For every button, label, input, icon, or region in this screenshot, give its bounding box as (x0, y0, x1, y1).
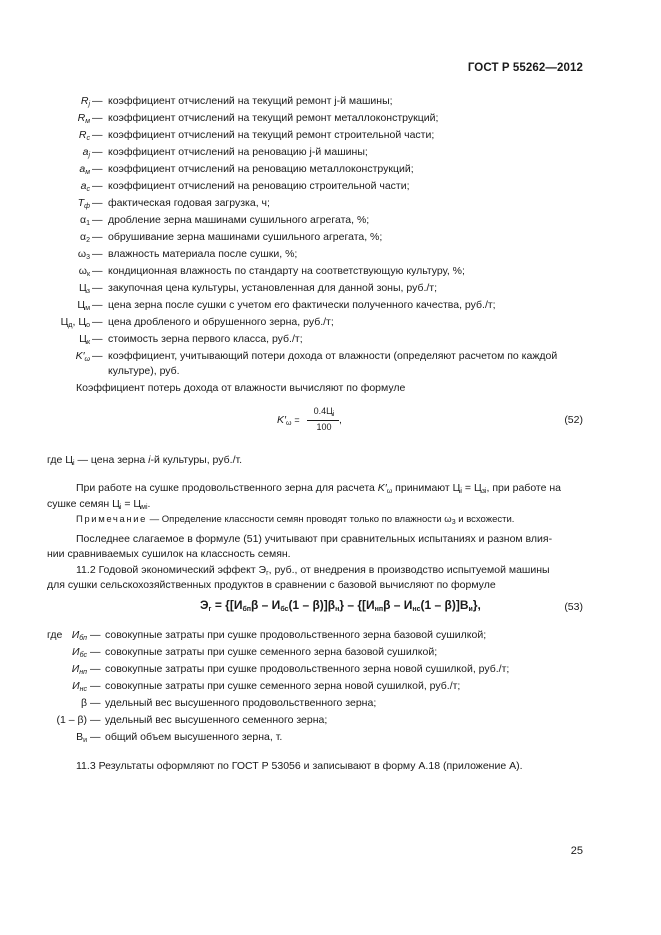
paragraph-drying-line1: При работе на сушке продовольственного зерна для расчета $K'_\omega$ принимают $Ц_i = Ц_{зi}$, при работе на (76, 482, 562, 495)
symbol-base: a (82, 146, 89, 158)
definition-text: коэффициент отчислений на реновацию металлоконструкций; (108, 163, 414, 175)
definition-text: коэффициент отчислений на реновацию строительной части; (108, 180, 410, 192)
definition-prefix: где (47, 629, 63, 641)
definition-text: коэффициент, учитывающий потери дохода от влажности (определяют расчетом по каждой (108, 350, 558, 362)
symbol-base: И (71, 629, 80, 641)
definition-row (0, 213, 661, 229)
symbol-base: β (80, 697, 87, 709)
definition-row (0, 628, 661, 644)
definition-dash: — (92, 299, 103, 311)
symbol-subscript: 3 (86, 254, 90, 261)
definition-symbol (0, 213, 90, 231)
symbol-subscript: к (86, 271, 90, 278)
definition-row (0, 196, 661, 212)
standard-header: ГОСТ Р 55262—2012 (467, 62, 583, 74)
definition-symbol (0, 332, 90, 350)
symbol-subscript: и (83, 737, 87, 744)
definition-text: совокупные затраты при сушке семенного зерна базовой сушилкой; (105, 646, 438, 658)
definition-symbol (0, 713, 87, 727)
definition-symbol (0, 128, 90, 146)
definition-symbol (0, 315, 90, 333)
definition-text: закупочная цена культуры, установленная для данной зоны, руб./т; (108, 282, 438, 294)
symbol-base: (1 – β) (56, 714, 87, 726)
formula-52-denominator: 100 (316, 422, 332, 432)
definition-dash: — (90, 663, 101, 675)
definition-symbol (0, 162, 90, 180)
symbol-base: И (72, 646, 80, 658)
symbol-base: R (77, 112, 86, 124)
definition-continuation: культуре), руб. (108, 365, 180, 377)
paragraph-coefficient: Коэффициент потерь дохода от влажности вычисляют по формуле (76, 382, 406, 394)
definition-row (0, 713, 661, 729)
symbol-subscript: нс (79, 686, 87, 693)
symbol-subscript: м (85, 169, 90, 176)
definition-row (0, 298, 661, 314)
symbol-base: Ц (60, 316, 69, 328)
definition-symbol (0, 349, 90, 367)
symbol-base: И (72, 680, 80, 692)
definition-dash: — (90, 629, 101, 641)
definition-symbol (0, 696, 87, 710)
formula-52-tail: , (339, 414, 342, 426)
paragraph-drying-line2: сушке семян $Ц_i = Ц_{мi}$. (47, 498, 151, 511)
definition-text: общий объем высушенного зерна, т. (105, 731, 283, 743)
definition-row (0, 281, 661, 297)
definition-row (0, 315, 661, 331)
symbol-base: α (80, 231, 87, 243)
definition-row (0, 145, 661, 161)
symbol-base: a (79, 163, 86, 175)
symbol-base: ω (78, 265, 87, 277)
symbol-subscript-2: о (86, 322, 90, 329)
symbol-base: K′ (75, 350, 85, 362)
note: Примечание — Определение классности семян проводят только по влажности $\omega_3$ и всхожести. (76, 514, 515, 526)
definition-dash: — (92, 129, 103, 141)
definition-symbol (0, 662, 87, 680)
symbol-base: В (76, 731, 84, 743)
definition-text: совокупные затраты при сушке продовольственного зерна базовой сушилкой; (105, 629, 487, 641)
definition-text: цена дробленого и обрушенного зерна, руб./т; (108, 316, 334, 328)
symbol-subscript: к (86, 339, 90, 346)
definition-row (0, 264, 661, 280)
definition-symbol (0, 628, 87, 646)
paragraph-last-term-line1: Последнее слагаемое в формуле (51) учитывают при сравнительных испытаниях и разном влия- (76, 533, 553, 545)
definition-symbol (0, 264, 90, 282)
symbol-subscript: c (86, 186, 90, 193)
definition-dash: — (92, 282, 103, 294)
formula-52-numerator: $0.4Ц_i$ (313, 406, 335, 418)
symbol-base: Ц (79, 333, 87, 345)
definition-dash: — (92, 350, 103, 362)
where-52: где $Ц_i$ — цена зерна i-й культуры, руб./т. (47, 454, 243, 467)
definition-row (0, 679, 661, 695)
definition-row (0, 111, 661, 127)
definition-text: совокупные затраты при сушке семенного зерна новой сушилкой, руб./т; (105, 680, 461, 692)
definition-text: стоимость зерна первого класса, руб./т; (108, 333, 303, 345)
definition-row (0, 230, 661, 246)
definition-row (0, 94, 661, 110)
definition-symbol (0, 145, 90, 163)
page-number: 25 (570, 845, 583, 857)
symbol-subscript: з (86, 288, 90, 295)
definition-dash: — (92, 146, 103, 158)
symbol-base: И (71, 663, 80, 675)
definition-symbol (0, 298, 90, 316)
definition-dash: — (90, 731, 101, 743)
symbol-subscript: бс (79, 652, 87, 659)
symbol-base: ω (77, 248, 87, 260)
formula-52-fraction-bar (307, 420, 339, 421)
definition-symbol (0, 281, 90, 299)
symbol-subscript: бп (79, 635, 87, 642)
symbol-subscript: нп (79, 669, 87, 676)
definition-symbol (0, 247, 90, 265)
definition-dash: — (92, 112, 103, 124)
definition-dash: — (90, 697, 101, 709)
definition-dash: — (92, 163, 103, 175)
definition-dash: — (92, 316, 103, 328)
definition-dash: — (92, 214, 103, 226)
formula-52-lhs: $K'_\omega$ = (277, 414, 300, 427)
definition-row (0, 696, 661, 712)
definition-symbol (0, 645, 87, 663)
definition-text: дробление зерна машинами сушильного агрегата, %; (108, 214, 370, 226)
paragraph-11-3: 11.3 Результаты оформляют по ГОСТ Р 53056 и записывают в форму А.18 (приложение А). (76, 760, 523, 772)
symbol-subscript: c (86, 135, 90, 142)
definition-symbol (0, 230, 90, 248)
definition-dash: — (90, 714, 101, 726)
definition-dash: — (92, 180, 103, 192)
paragraph-last-term-line2: нии сравниваемых сушилок на классность семян. (47, 548, 291, 560)
symbol-base: R (78, 129, 87, 141)
definition-symbol (0, 730, 87, 748)
symbol-base: R (80, 95, 89, 107)
definition-text: цена зерна после сушки с учетом его фактически полученного качества, руб./т; (108, 299, 496, 311)
definition-text: коэффициент отчислений на текущий ремонт j-й машины; (108, 95, 393, 107)
symbol-base: Ц (77, 299, 86, 311)
symbol-subscript: j (88, 101, 90, 108)
definition-row (0, 730, 661, 746)
equation-number-53: (53) (564, 601, 583, 613)
definition-text: влажность материала после сушки, %; (108, 248, 298, 260)
definition-dash: — (92, 231, 103, 243)
definition-symbol (0, 94, 90, 112)
definition-text: кондиционная влажность по стандарту на соответствующую культуру, %; (108, 265, 465, 277)
definition-symbol (0, 679, 87, 697)
definition-row (0, 349, 661, 365)
symbol-subscript: ф (84, 203, 90, 210)
symbol-base: T (77, 197, 85, 209)
definition-dash: — (92, 265, 103, 277)
formula-53: $Э_г = \{[И_{бп}\beta - И_{бс}(1 - \beta)]\beta_н\} - \{[И_{нп}\beta - И_{нс}(1 - \beta)]В_и\}$, (200, 598, 481, 613)
definition-row (0, 179, 661, 195)
symbol-base: α (80, 214, 87, 226)
equation-number-52: (52) (564, 414, 583, 426)
symbol-subscript: д (68, 322, 73, 329)
paragraph-11-2-line1: 11.2 Годовой экономический эффект $Э_г$, руб., от внедрения в производство испытуемой машины (76, 564, 550, 577)
definition-dash: — (90, 646, 101, 658)
paragraph-11-2-line2: для сушки сельскохозяйственных продуктов в сравнении с базовой вычисляют по формуле (47, 579, 496, 591)
symbol-base: Ц (79, 282, 87, 294)
definition-symbol (0, 179, 90, 197)
definition-symbol (0, 111, 90, 129)
symbol-subscript: м (85, 118, 90, 125)
definition-dash: — (92, 95, 103, 107)
definition-dash: — (92, 197, 103, 209)
definition-dash: — (92, 333, 103, 345)
definition-dash: — (90, 680, 101, 692)
definition-text: коэффициент отчислений на текущий ремонт металлоконструкций; (108, 112, 439, 124)
symbol-base-2: , Ц (72, 316, 87, 328)
definition-row (0, 332, 661, 348)
symbol-subscript: м (85, 305, 90, 312)
definition-text: обрушивание зерна машинами сушильного агрегата, %; (108, 231, 383, 243)
definition-row (0, 645, 661, 661)
symbol-subscript: j (88, 152, 90, 159)
definition-row (0, 162, 661, 178)
definition-text: удельный вес высушенного продовольственного зерна; (105, 697, 377, 709)
symbol-subscript: ω (84, 356, 90, 363)
definition-text: фактическая годовая загрузка, ч; (108, 197, 270, 209)
definition-row (0, 128, 661, 144)
definition-text: совокупные затраты при сушке продовольственного зерна новой сушилкой, руб./т; (105, 663, 510, 675)
definition-row (0, 247, 661, 263)
symbol-subscript: 1 (86, 220, 90, 227)
symbol-subscript: 2 (86, 237, 90, 244)
definition-row (0, 662, 661, 678)
definition-dash: — (92, 248, 103, 260)
definition-text: удельный вес высушенного семенного зерна; (105, 714, 328, 726)
note-label: Примечание (76, 514, 147, 525)
definition-symbol (0, 196, 90, 214)
definition-text: коэффициент отчислений на реновацию j-й машины; (108, 146, 368, 158)
definition-text: коэффициент отчислений на текущий ремонт строительной части; (108, 129, 435, 141)
symbol-base: a (80, 180, 87, 192)
